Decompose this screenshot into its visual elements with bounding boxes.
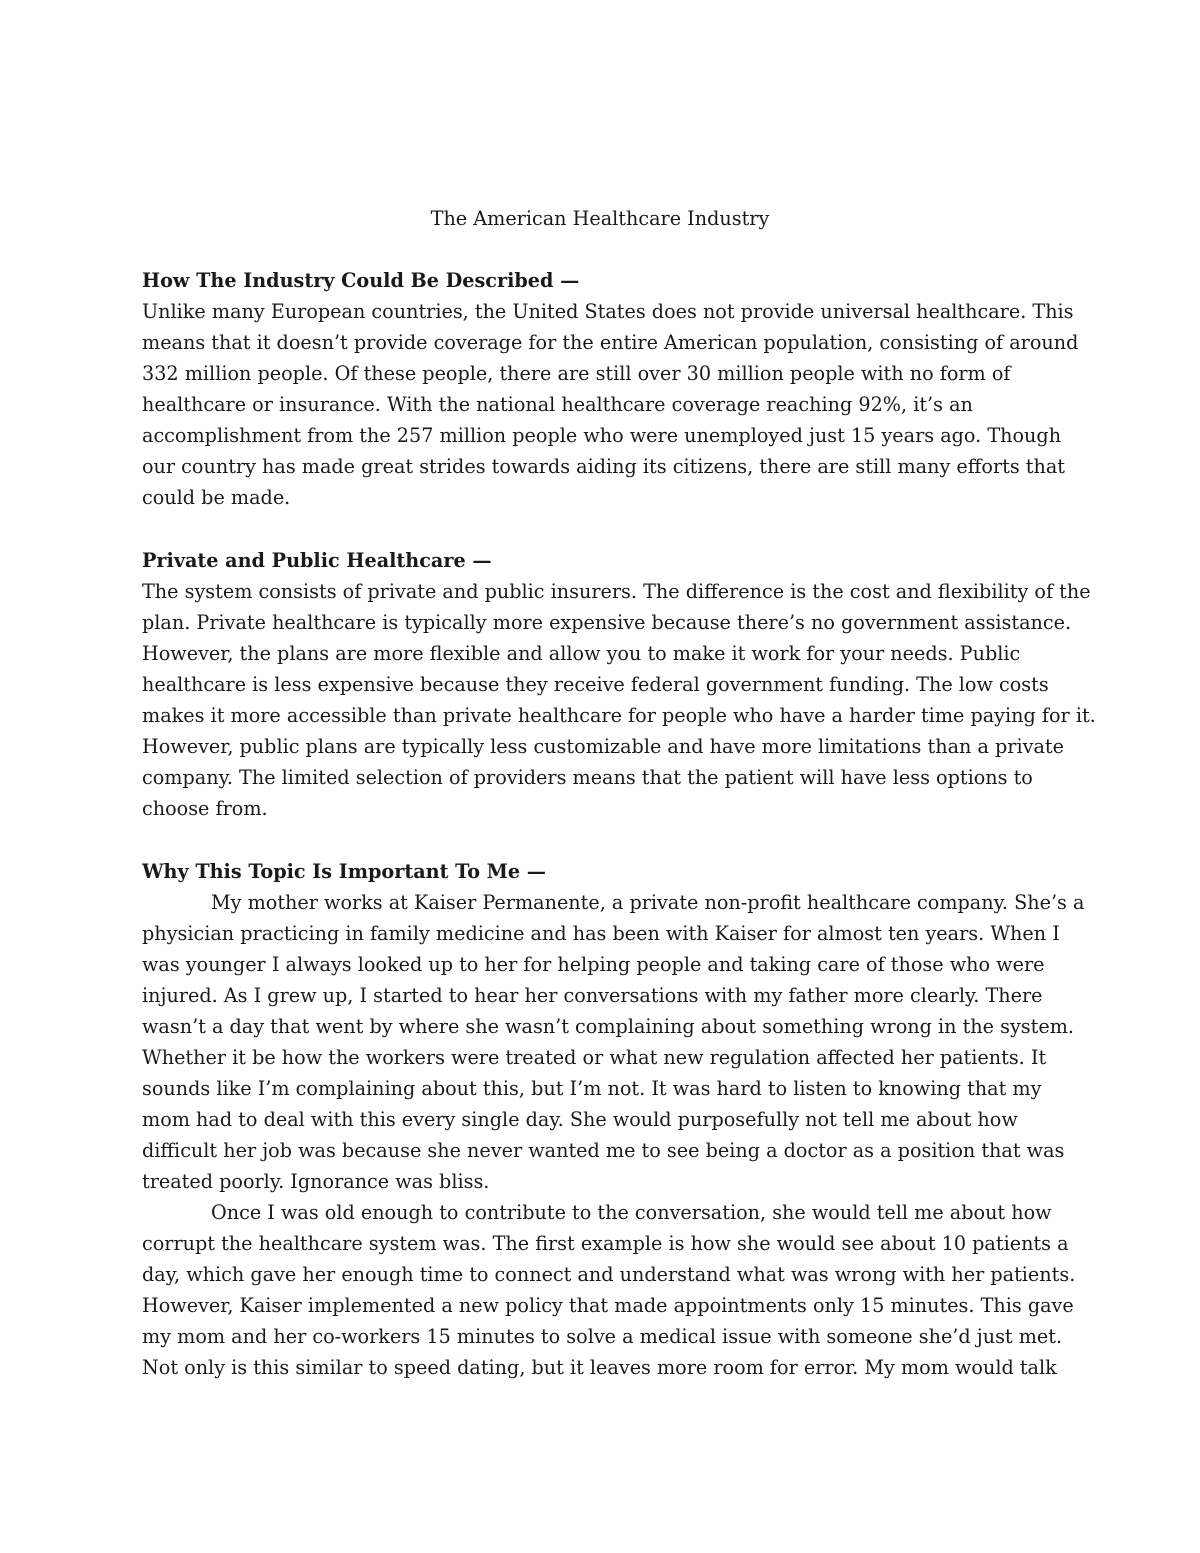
paragraph-line: However, public plans are typically less customizable and have more limitations than a private [142, 735, 1064, 758]
paragraph-line: my mom and her co-workers 15 minutes to solve a medical issue with someone she’d just met. [142, 1325, 1063, 1348]
paragraph-line: means that it doesn’t provide coverage for the entire American population, consisting of around [142, 331, 1079, 354]
paragraph-line: The system consists of private and public insurers. The difference is the cost and flexibility of the [142, 580, 1091, 603]
paragraph-line: However, Kaiser implemented a new policy that made appointments only 15 minutes. This gave [142, 1294, 1074, 1317]
paragraph-line: healthcare or insurance. With the national healthcare coverage reaching 92%, it’s an [142, 393, 973, 416]
paragraph-line: plan. Private healthcare is typically more expensive because there’s no government assistance. [142, 611, 1072, 634]
paragraph-line: Whether it be how the workers were treated or what new regulation affected her patients. It [142, 1046, 1047, 1069]
paragraph-line: My mother works at Kaiser Permanente, a private non-profit healthcare company. She’s a [211, 891, 1085, 914]
paragraph-line: mom had to deal with this every single day. She would purposefully not tell me about how [142, 1108, 1018, 1131]
paragraph-line: treated poorly. Ignorance was bliss. [142, 1170, 490, 1193]
paragraph-line: healthcare is less expensive because they receive federal government funding. The low costs [142, 673, 1049, 696]
section-heading-private-public: Private and Public Healthcare — [142, 549, 492, 572]
paragraph-line: Once I was old enough to contribute to the conversation, she would tell me about how [211, 1201, 1052, 1224]
section-heading-industry: How The Industry Could Be Described — [142, 269, 580, 292]
paragraph-line: However, the plans are more flexible and allow you to make it work for your needs. Public [142, 642, 1021, 665]
paragraph-line: our country has made great strides towards aiding its citizens, there are still many efforts that [142, 455, 1065, 478]
paragraph-line: was younger I always looked up to her for helping people and taking care of those who were [142, 953, 1045, 976]
paragraph-line: difficult her job was because she never wanted me to see being a doctor as a position that was [142, 1139, 1065, 1162]
paragraph-line: could be made. [142, 486, 291, 509]
document-title: The American Healthcare Industry [430, 207, 770, 230]
paragraph-line: choose from. [142, 797, 268, 820]
paragraph-line: corrupt the healthcare system was. The first example is how she would see about 10 patients a [142, 1232, 1069, 1255]
paragraph-line: injured. As I grew up, I started to hear her conversations with my father more clearly. There [142, 984, 1043, 1007]
paragraph-line: company. The limited selection of providers means that the patient will have less options to [142, 766, 1033, 789]
paragraph-line: 332 million people. Of these people, there are still over 30 million people with no form of [142, 362, 1011, 385]
paragraph-line: makes it more accessible than private healthcare for people who have a harder time paying for it. [142, 704, 1096, 727]
paragraph-line: physician practicing in family medicine and has been with Kaiser for almost ten years. When I [142, 922, 1060, 945]
section-heading-importance: Why This Topic Is Important To Me — [142, 860, 546, 883]
paragraph-line: sounds like I’m complaining about this, but I’m not. It was hard to listen to knowing that my [142, 1077, 1042, 1100]
paragraph-line: day, which gave her enough time to connect and understand what was wrong with her patients. [142, 1263, 1076, 1286]
paragraph-line: accomplishment from the 257 million people who were unemployed just 15 years ago. Though [142, 424, 1062, 447]
paragraph-line: wasn’t a day that went by where she wasn’t complaining about something wrong in the system. [142, 1015, 1075, 1038]
paragraph-line: Not only is this similar to speed dating, but it leaves more room for error. My mom would talk [142, 1356, 1057, 1379]
paragraph-line: Unlike many European countries, the United States does not provide universal healthcare. This [142, 300, 1074, 323]
